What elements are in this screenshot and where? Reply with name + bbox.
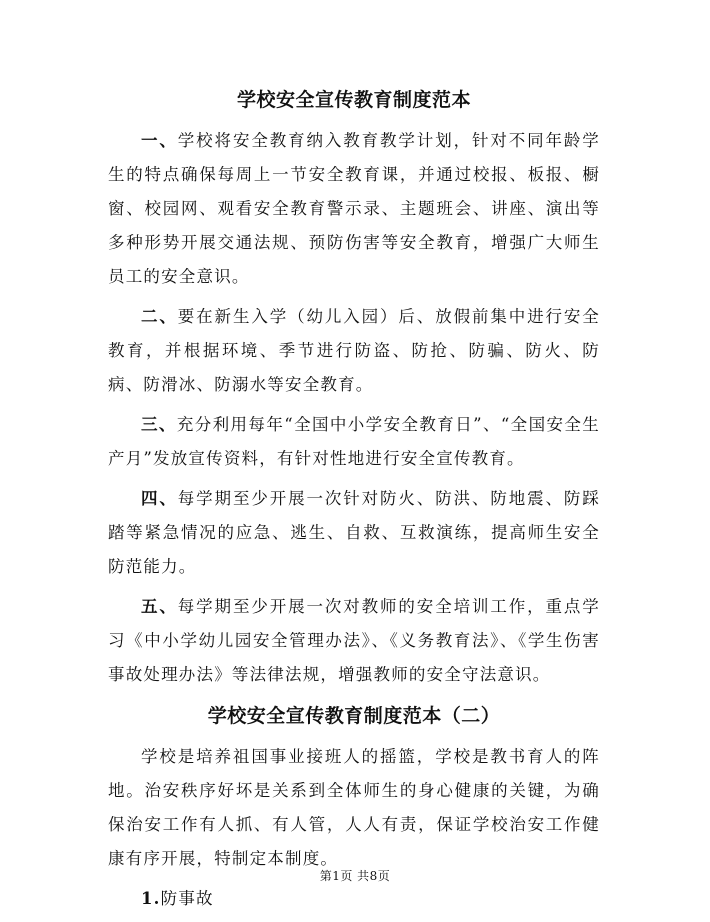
section-5-text: 每学期至少开展一次对教师的安全培训工作，重点学习《中小学幼儿园安全管理办法》、《义务教育法》、《学生伤害事故处理办法》等法律法规，增强教师的安全守法意识。 [108, 597, 600, 684]
page-number-footer: 第1页 共8页 [319, 869, 391, 883]
section-1-paragraph [108, 124, 600, 294]
section-2-lead: 二、 [141, 307, 178, 326]
document-subtitle: 学校安全宣传教育制度范本（二） [207, 705, 501, 727]
intro-paragraph: 学校是培养祖国事业接班人的摇篮，学校是教书育人的阵地。治安秩序好坏是关系到全体师生的身心健康的关键，为确保治安工作有人抓、有人管，人人有责，保证学校治安工作健康有序开展，特制定本制度。 [108, 747, 600, 868]
item-1-heading [108, 882, 600, 916]
section-2-paragraph [108, 300, 600, 402]
item-1-text: 防事故 [160, 889, 214, 908]
section-4-paragraph [108, 482, 600, 584]
section-1-lead: 一、 [141, 131, 178, 150]
item-1-number: 1. [141, 889, 161, 908]
section-4-text: 每学期至少开展一次针对防火、防洪、防地震、防踩踏等紧急情况的应急、逃生、自救、互救演练，提高师生安全防范能力。 [108, 489, 600, 576]
section-3-lead: 三、 [141, 415, 177, 434]
section-2-text: 要在新生入学（幼儿入园）后、放假前集中进行安全教育，并根据环境、季节进行防盗、防抢、防骗、防火、防病、防滑冰、防溺水等安全教育。 [108, 307, 600, 394]
section-3-text: 充分利用每年“全国中小学安全教育日”、“全国安全生产月”发放宣传资料，有针对性地进行安全宣传教育。 [108, 415, 600, 468]
document-title: 学校安全宣传教育制度范本 [236, 89, 471, 111]
section-3-paragraph [108, 408, 600, 476]
section-4-lead: 四、 [141, 489, 178, 508]
document-body [108, 84, 600, 922]
section-5-lead: 五、 [141, 597, 178, 616]
section-1-text: 学校将安全教育纳入教育教学计划，针对不同年龄学生的特点确保每周上一节安全教育课，并通过校报、板报、橱窗、校园网、观看安全教育警示录、主题班会、讲座、演出等多种形势开展交通法规、预防伤害等安全教育，增强广大师生员工的安全意识。 [108, 131, 600, 286]
section-5-paragraph [108, 590, 600, 692]
